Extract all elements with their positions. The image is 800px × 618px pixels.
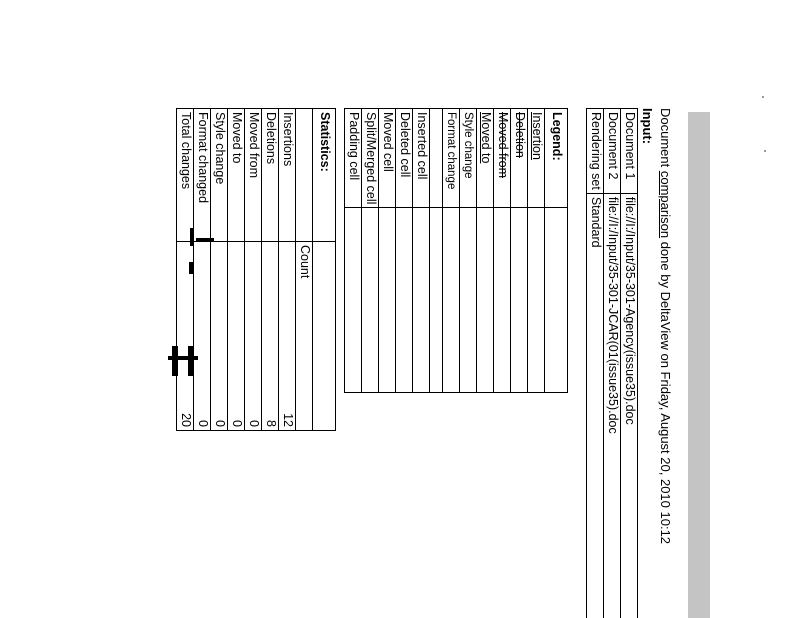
legend-blank-cell: [477, 208, 494, 393]
statistics-heading: Statistics:: [313, 109, 336, 242]
legend-blank-cell: [460, 208, 477, 393]
table-row: [396, 109, 413, 393]
legend-item: [511, 109, 528, 208]
table-row: [194, 109, 211, 431]
header-underlined-word: comparison: [658, 170, 673, 239]
table-row: [604, 109, 621, 618]
table-row: [460, 109, 477, 393]
legend-item: [460, 109, 477, 208]
legend-table: [344, 108, 568, 393]
table-row: [245, 109, 262, 431]
legend-blank-cell: [430, 208, 443, 393]
legend-label: Format change: [444, 112, 457, 190]
statistic-name: Insertions: [279, 109, 296, 242]
table-row: [528, 109, 545, 393]
input-heading: Input:: [640, 108, 655, 145]
table-row: [477, 109, 494, 393]
header-prefix: Document: [658, 108, 673, 171]
table-row: [621, 109, 638, 618]
statistic-count: 20: [177, 242, 194, 431]
table-row: [413, 109, 430, 393]
statistic-name: Moved from: [245, 109, 262, 242]
rotated-document: [80, 108, 680, 618]
legend-label: Insertion: [529, 112, 544, 160]
scan-speck: [764, 150, 766, 152]
table-row: [211, 109, 228, 431]
legend-item: Inserted cell: [413, 109, 430, 208]
legend-item: Moved cell: [379, 109, 396, 208]
table-row: [587, 109, 604, 618]
statistics-blank-cell: [313, 242, 336, 431]
table-row: [296, 109, 313, 431]
statistics-header-blank: [296, 109, 313, 242]
table-row: [443, 109, 460, 393]
comparison-header: [658, 108, 672, 544]
legend-label: Style change: [461, 112, 474, 179]
table-row: [362, 109, 379, 393]
statistic-name: Format changed: [194, 109, 211, 242]
statistic-count: 0: [211, 242, 228, 431]
table-row: [345, 109, 362, 393]
statistic-name: Style change: [211, 109, 228, 242]
legend-label: Moved from: [495, 112, 510, 178]
statistic-count: 8: [262, 242, 279, 431]
scan-smudge: [172, 346, 178, 376]
legend-heading: Legend:: [545, 109, 568, 208]
legend-item: [443, 109, 460, 208]
statistic-name: Moved to: [228, 109, 245, 242]
statistic-count: 0: [228, 242, 245, 431]
input-label: Rendering set: [587, 109, 604, 194]
legend-item: [494, 109, 511, 208]
legend-blank-cell: [443, 208, 460, 393]
legend-blank-cell: [345, 208, 362, 393]
statistic-count: 0: [194, 242, 211, 431]
scan-smudge: [189, 262, 194, 274]
table-row: [228, 109, 245, 431]
legend-item: [528, 109, 545, 208]
table-row: [545, 109, 568, 393]
legend-blank-cell: [396, 208, 413, 393]
scan-smudge: [190, 228, 194, 246]
statistics-table: [176, 108, 336, 431]
input-value: Standard: [587, 193, 604, 618]
legend-item: Padding cell: [345, 109, 362, 208]
input-value: file://I:/Input/35-301-Agency(issue35).doc: [621, 193, 638, 618]
input-label: Document 1: [621, 109, 638, 194]
statistic-name: Deletions: [262, 109, 279, 242]
statistic-count: 0: [245, 242, 262, 431]
legend-label: Deletion: [512, 112, 527, 158]
legend-item: [477, 109, 494, 208]
table-row: [313, 109, 336, 431]
legend-blank-cell: [413, 208, 430, 393]
table-row: [494, 109, 511, 393]
input-label: Document 2: [604, 109, 621, 194]
legend-blank-cell: [528, 208, 545, 393]
legend-label: Moved to: [478, 112, 493, 164]
scan-smudge: [168, 356, 198, 360]
statistic-name: Total changes: [177, 109, 194, 242]
scan-speck: [762, 96, 764, 98]
legend-blank-cell: [545, 208, 568, 393]
table-row: [511, 109, 528, 393]
input-table: [586, 108, 638, 618]
statistic-count: 12: [279, 242, 296, 431]
legend-blank-cell: [379, 208, 396, 393]
scan-smudge: [188, 346, 194, 376]
header-suffix: done by DeltaView on Friday, August 20, 2010 10:12: [658, 238, 673, 545]
table-row: [430, 109, 443, 393]
legend-blank-cell: [494, 208, 511, 393]
legend-blank-cell: [362, 208, 379, 393]
table-row: [262, 109, 279, 431]
legend-spacer: [430, 109, 443, 208]
count-column-header: Count: [296, 242, 313, 431]
legend-blank-cell: [511, 208, 528, 393]
legend-item: Split/Merged cell: [362, 109, 379, 208]
legend-item: Deleted cell: [396, 109, 413, 208]
table-row: [379, 109, 396, 393]
table-row: [279, 109, 296, 431]
scanner-edge-strip: [688, 112, 710, 618]
scan-smudge: [196, 238, 214, 241]
input-value: file://I:/Input/35-301-JCAR(01(issue35).doc: [604, 193, 621, 618]
